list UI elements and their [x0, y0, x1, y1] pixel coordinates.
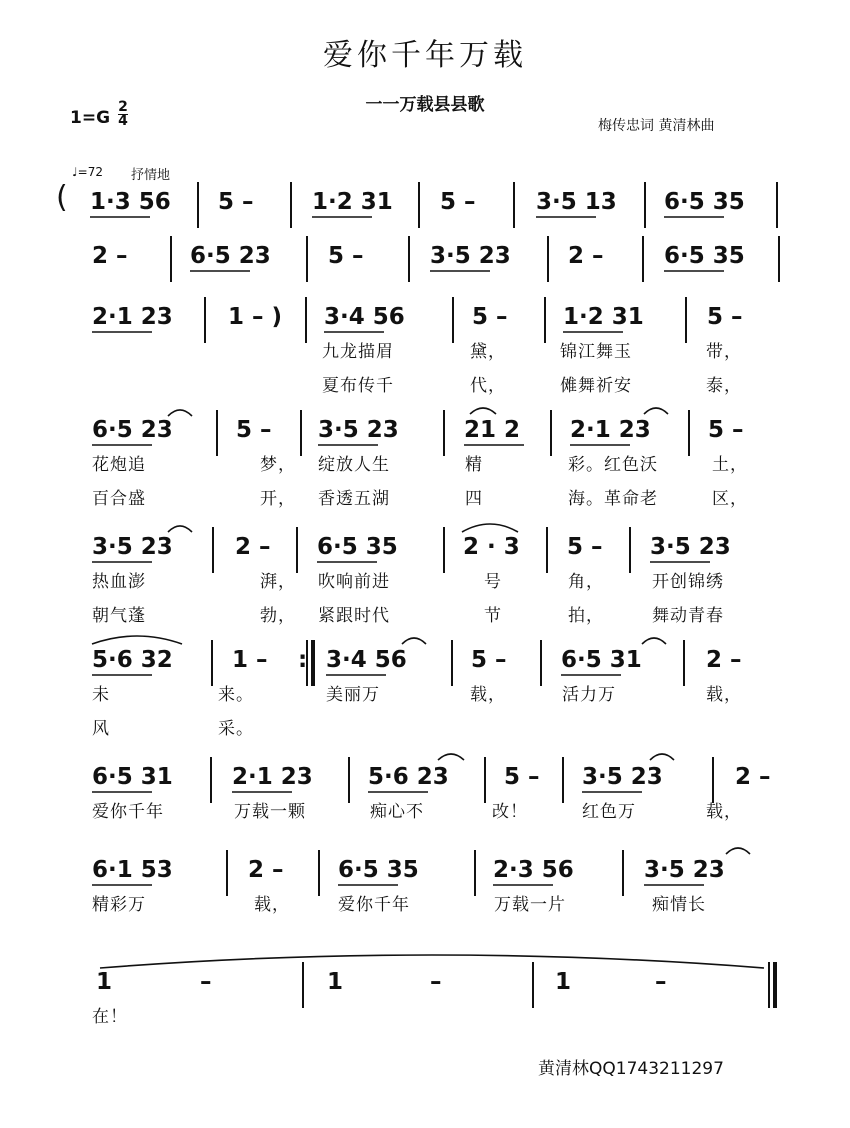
lyric-verse-2: 夏布传千 — [322, 376, 394, 396]
note-group: 3·5 13 — [536, 189, 617, 215]
lyric-verse-2: 朝气蓬 — [92, 606, 146, 626]
note-group: 5 – — [472, 304, 508, 330]
note-group: 2·1 23 — [232, 764, 313, 790]
lyric-verse-1: 未 — [92, 685, 110, 705]
note-group: 1 — [327, 969, 344, 995]
slur-mark — [92, 636, 182, 644]
lyric-verse-1: 万载一片 — [494, 895, 566, 915]
note-group: 5 – — [218, 189, 254, 215]
lyric-verse-2: 采。 — [218, 719, 254, 739]
note-group: 1·2 31 — [563, 304, 644, 330]
note-group: 2 · 3 — [463, 534, 520, 560]
note-group: 5·6 32 — [92, 647, 173, 673]
note-group: 3·5 23 — [92, 534, 173, 560]
note-group: 6·5 23 — [92, 417, 173, 443]
note-group: 3·5 23 — [430, 243, 511, 269]
note-group: 1 — [96, 969, 113, 995]
lyric-verse-1: 红色万 — [582, 802, 636, 822]
note-group: 3·5 23 — [318, 417, 399, 443]
note-group: 5·6 23 — [368, 764, 449, 790]
lyric-verse-1: 精彩万 — [92, 895, 146, 915]
lyric-verse-1: 湃， — [260, 572, 296, 592]
lyric-verse-2: 代， — [470, 376, 506, 396]
time-signature-bottom: 4 — [118, 113, 128, 129]
note-group: 2 – — [706, 647, 742, 673]
song-subtitle: 一一万载县县歌 — [365, 95, 485, 115]
note-group: 3·4 56 — [326, 647, 407, 673]
note-group: 2·1 23 — [570, 417, 651, 443]
lyric-verse-1: 痴情长 — [652, 895, 706, 915]
note-group: 5 – — [567, 534, 603, 560]
lyric-verse-1: 活力万 — [562, 685, 616, 705]
note-group: – — [430, 969, 442, 995]
lyric-verse-1: 带， — [706, 342, 742, 362]
note-group: 2·1 23 — [92, 304, 173, 330]
note-group: 6·5 35 — [317, 534, 398, 560]
note-group: 5 – — [236, 417, 272, 443]
lyric-verse-1: 万载一颗 — [234, 802, 306, 822]
note-group: 6·5 31 — [92, 764, 173, 790]
lyric-verse-1: 载， — [470, 685, 506, 705]
lyric-verse-2: 泰， — [706, 376, 742, 396]
author-signature: 黄清林QQ1743211297 — [538, 1059, 724, 1079]
lyric-verse-2: 拍， — [568, 606, 604, 626]
note-group: 21 2 — [464, 417, 521, 443]
slur-mark — [650, 754, 674, 760]
lyric-verse-2: 风 — [92, 719, 110, 739]
lyric-verse-1: 热血澎 — [92, 572, 146, 592]
note-group: 2·3 56 — [493, 857, 574, 883]
slur-mark — [644, 408, 668, 414]
note-group: 3·5 23 — [582, 764, 663, 790]
slur-mark — [168, 410, 192, 416]
lyric-verse-1: 角， — [568, 572, 604, 592]
slur-mark — [642, 638, 666, 644]
slur-mark — [462, 524, 518, 532]
lyric-verse-1: 号 — [484, 572, 502, 592]
lyric-verse-2: 舞动青春 — [652, 606, 724, 626]
note-group: 3·4 56 — [324, 304, 405, 330]
note-group: 6·1 53 — [92, 857, 173, 883]
lyric-verse-1: 锦江舞玉 — [560, 342, 632, 362]
lyric-verse-2: 节 — [484, 606, 502, 626]
lyric-verse-1: 在！ — [92, 1007, 128, 1027]
note-group: 2 – — [92, 243, 128, 269]
slur-mark — [470, 408, 496, 414]
lyric-verse-1: 爱你千年 — [92, 802, 164, 822]
lyric-verse-1: 来。 — [218, 685, 254, 705]
lyric-verse-1: 美丽万 — [326, 685, 380, 705]
lyric-verse-2: 四 — [465, 489, 483, 509]
slur-mark — [438, 754, 464, 760]
tie-mark — [100, 955, 764, 968]
lyric-verse-1: 爱你千年 — [338, 895, 410, 915]
note-group: 1 — [555, 969, 572, 995]
note-group: 5 – — [504, 764, 540, 790]
credits: 梅传忠词 黄清林曲 — [598, 118, 715, 134]
note-group: 2 – — [568, 243, 604, 269]
note-group: 2 – — [235, 534, 271, 560]
note-group: 1 – — [232, 647, 268, 673]
note-group: 2 – — [735, 764, 771, 790]
note-group: 1·2 31 — [312, 189, 393, 215]
lyric-verse-2: 海。革命老 — [568, 489, 658, 509]
note-group: 5 – — [471, 647, 507, 673]
slur-mark — [168, 526, 192, 532]
lyric-verse-1: 载， — [706, 685, 742, 705]
lyric-verse-1: 九龙描眉 — [322, 342, 394, 362]
note-group: 6·5 35 — [664, 189, 745, 215]
note-group: 5 – — [708, 417, 744, 443]
note-group: 5 – — [707, 304, 743, 330]
lyric-verse-1: 精 — [465, 455, 483, 475]
note-group: 5 – — [440, 189, 476, 215]
note-group: 3·5 23 — [650, 534, 731, 560]
lyric-verse-1: 绽放人生 — [318, 455, 390, 475]
lyric-verse-1: 载， — [706, 802, 742, 822]
note-group: 6·5 31 — [561, 647, 642, 673]
note-group: 2 – — [248, 857, 284, 883]
lyric-verse-1: 彩。红色沃 — [568, 455, 658, 475]
lyric-verse-2: 紧跟时代 — [318, 606, 390, 626]
time-signature-top: 2 — [118, 99, 128, 115]
lyric-verse-2: 勃， — [260, 606, 296, 626]
lyric-verse-2: 开， — [260, 489, 296, 509]
note-group: 6·5 35 — [664, 243, 745, 269]
note-group: 6·5 35 — [338, 857, 419, 883]
slur-mark — [402, 638, 426, 644]
key-signature: 1=G — [70, 108, 111, 128]
lyric-verse-1: 改！ — [492, 802, 528, 822]
lyric-verse-2: 区， — [712, 489, 748, 509]
lyric-verse-1: 吹响前进 — [318, 572, 390, 592]
repeat-dots: : — [298, 647, 308, 673]
slur-mark — [726, 848, 750, 854]
note-group: 3·5 23 — [644, 857, 725, 883]
lyric-verse-1: 痴心不 — [370, 802, 424, 822]
expression-marking: 抒情地 — [131, 168, 171, 183]
note-group: 1·3 56 — [90, 189, 171, 215]
lyric-verse-1: 开创锦绣 — [652, 572, 724, 592]
note-group: ( — [56, 180, 68, 215]
tempo-marking: ♩=72 — [72, 165, 103, 179]
lyric-verse-1: 载， — [254, 895, 290, 915]
lyric-verse-2: 香透五湖 — [318, 489, 390, 509]
note-group: – — [200, 969, 212, 995]
song-title: 爱你千年万载 — [323, 38, 527, 73]
note-group: 5 – — [328, 243, 364, 269]
lyric-verse-2: 百合盛 — [92, 489, 146, 509]
note-group: 6·5 23 — [190, 243, 271, 269]
lyric-verse-1: 黛， — [470, 342, 506, 362]
lyric-verse-1: 梦， — [260, 455, 296, 475]
lyric-verse-1: 土， — [712, 455, 748, 475]
note-group: 1 – ) — [228, 304, 283, 330]
note-group: – — [655, 969, 667, 995]
lyric-verse-1: 花炮追 — [92, 455, 146, 475]
lyric-verse-2: 傩舞祈安 — [560, 376, 632, 396]
